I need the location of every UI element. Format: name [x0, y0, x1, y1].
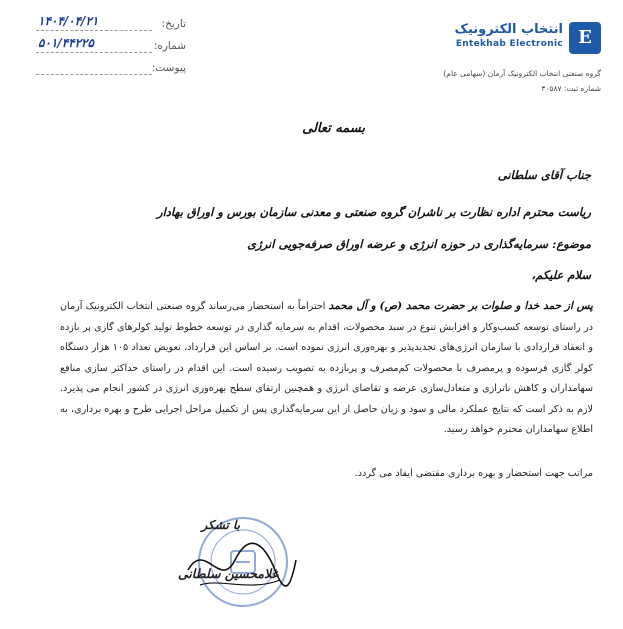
letter-meta	[0, 14, 200, 80]
number-value: ۵۰۱/۴۴۲۲۵	[38, 36, 94, 50]
greeting: سلام علیکم،	[531, 268, 591, 282]
closing-line: مراتب جهت استحضار و بهره برداری مقتضی ایفاد می گردد.	[354, 468, 593, 479]
attachment-line	[36, 74, 152, 75]
number-line	[36, 52, 152, 53]
date-line	[36, 30, 152, 31]
letter-body	[60, 296, 593, 441]
registration-number: شماره ثبت: ۳۰۵۸۷	[541, 84, 601, 93]
signature-title: با تشکر	[201, 518, 240, 532]
letter-subject: موضوع: سرمایه‌گذاری در حوزه انرژی و عرضه اوراق صرفه‌جویی انرژی	[247, 237, 591, 251]
logo-mark-icon: E	[569, 22, 601, 54]
logo-text-fa: انتخاب الکترونیک	[454, 22, 563, 37]
signature-scribble-icon	[177, 530, 300, 600]
date-label: تاریخ:	[161, 18, 186, 30]
attachment-label: پیوست:	[151, 62, 186, 74]
date-value: ۱۴۰۴/۰۴/۲۱	[38, 14, 99, 28]
addressee: جناب آقای سلطانی	[497, 168, 591, 182]
opening-phrase: پس از حمد خدا و صلوات بر حضرت محمد (ص) و آل محمد	[328, 300, 593, 312]
company-logo	[431, 22, 601, 54]
date-row	[0, 14, 200, 36]
company-name: گروه صنعتی انتخاب الکترونیک آرمان (سهامی عام)	[443, 69, 601, 78]
number-label: شماره:	[153, 40, 186, 52]
addressee-position: ریاست محترم اداره نظارت بر ناشران گروه صنعتی و معدنی سازمان بورس و اوراق بهادار	[157, 205, 591, 219]
besmellah: بسمه تعالی	[302, 121, 365, 136]
body-text: احتراماً به استحضار می‌رساند گروه صنعتی انتخاب الکترونیک آرمان در راستای توسعه کسب‌وکار و افزایش تنوع در سبد محصولات، اقدام به سرمایه گذاری در توسعه خطوط تولید کولرهای گازی پر بازده و انعقاد قراردادی با سازمان انرژی‌های تجدیدپذیر و بهره‌وری انرژی نموده است. بر اساس این قرارداد، تعویض تعداد ۱۰۵ هزار دستگاه کولر گازی فرسوده و پرمصرف با محصولات کم‌مصرف و پربازده به تصویب رسیده است. این اقدام در راستای حداکثر سازی منافع سهامداران و کاهش ناترازی و متعادل‌سازی عرضه و تقاضای انرژی و همچنین ارتقای سطح بهره‌وری انرژی در کشور انجام می پذیرد. لازم به ذکر است که نتایج عملکرد مالی و سود و زیان حاصل از این سرمایه‌گذاری پس از تکمیل مراحل اجرایی طرح و بهره برداری، به اطلاع سهامداران محترم خواهد رسید.	[60, 301, 593, 435]
number-row	[0, 36, 200, 58]
attachment-row	[0, 58, 200, 80]
signatory-name: غلامحسین سلطانی	[177, 566, 278, 581]
logo-text-en: Entekhab Electronic	[455, 39, 563, 49]
